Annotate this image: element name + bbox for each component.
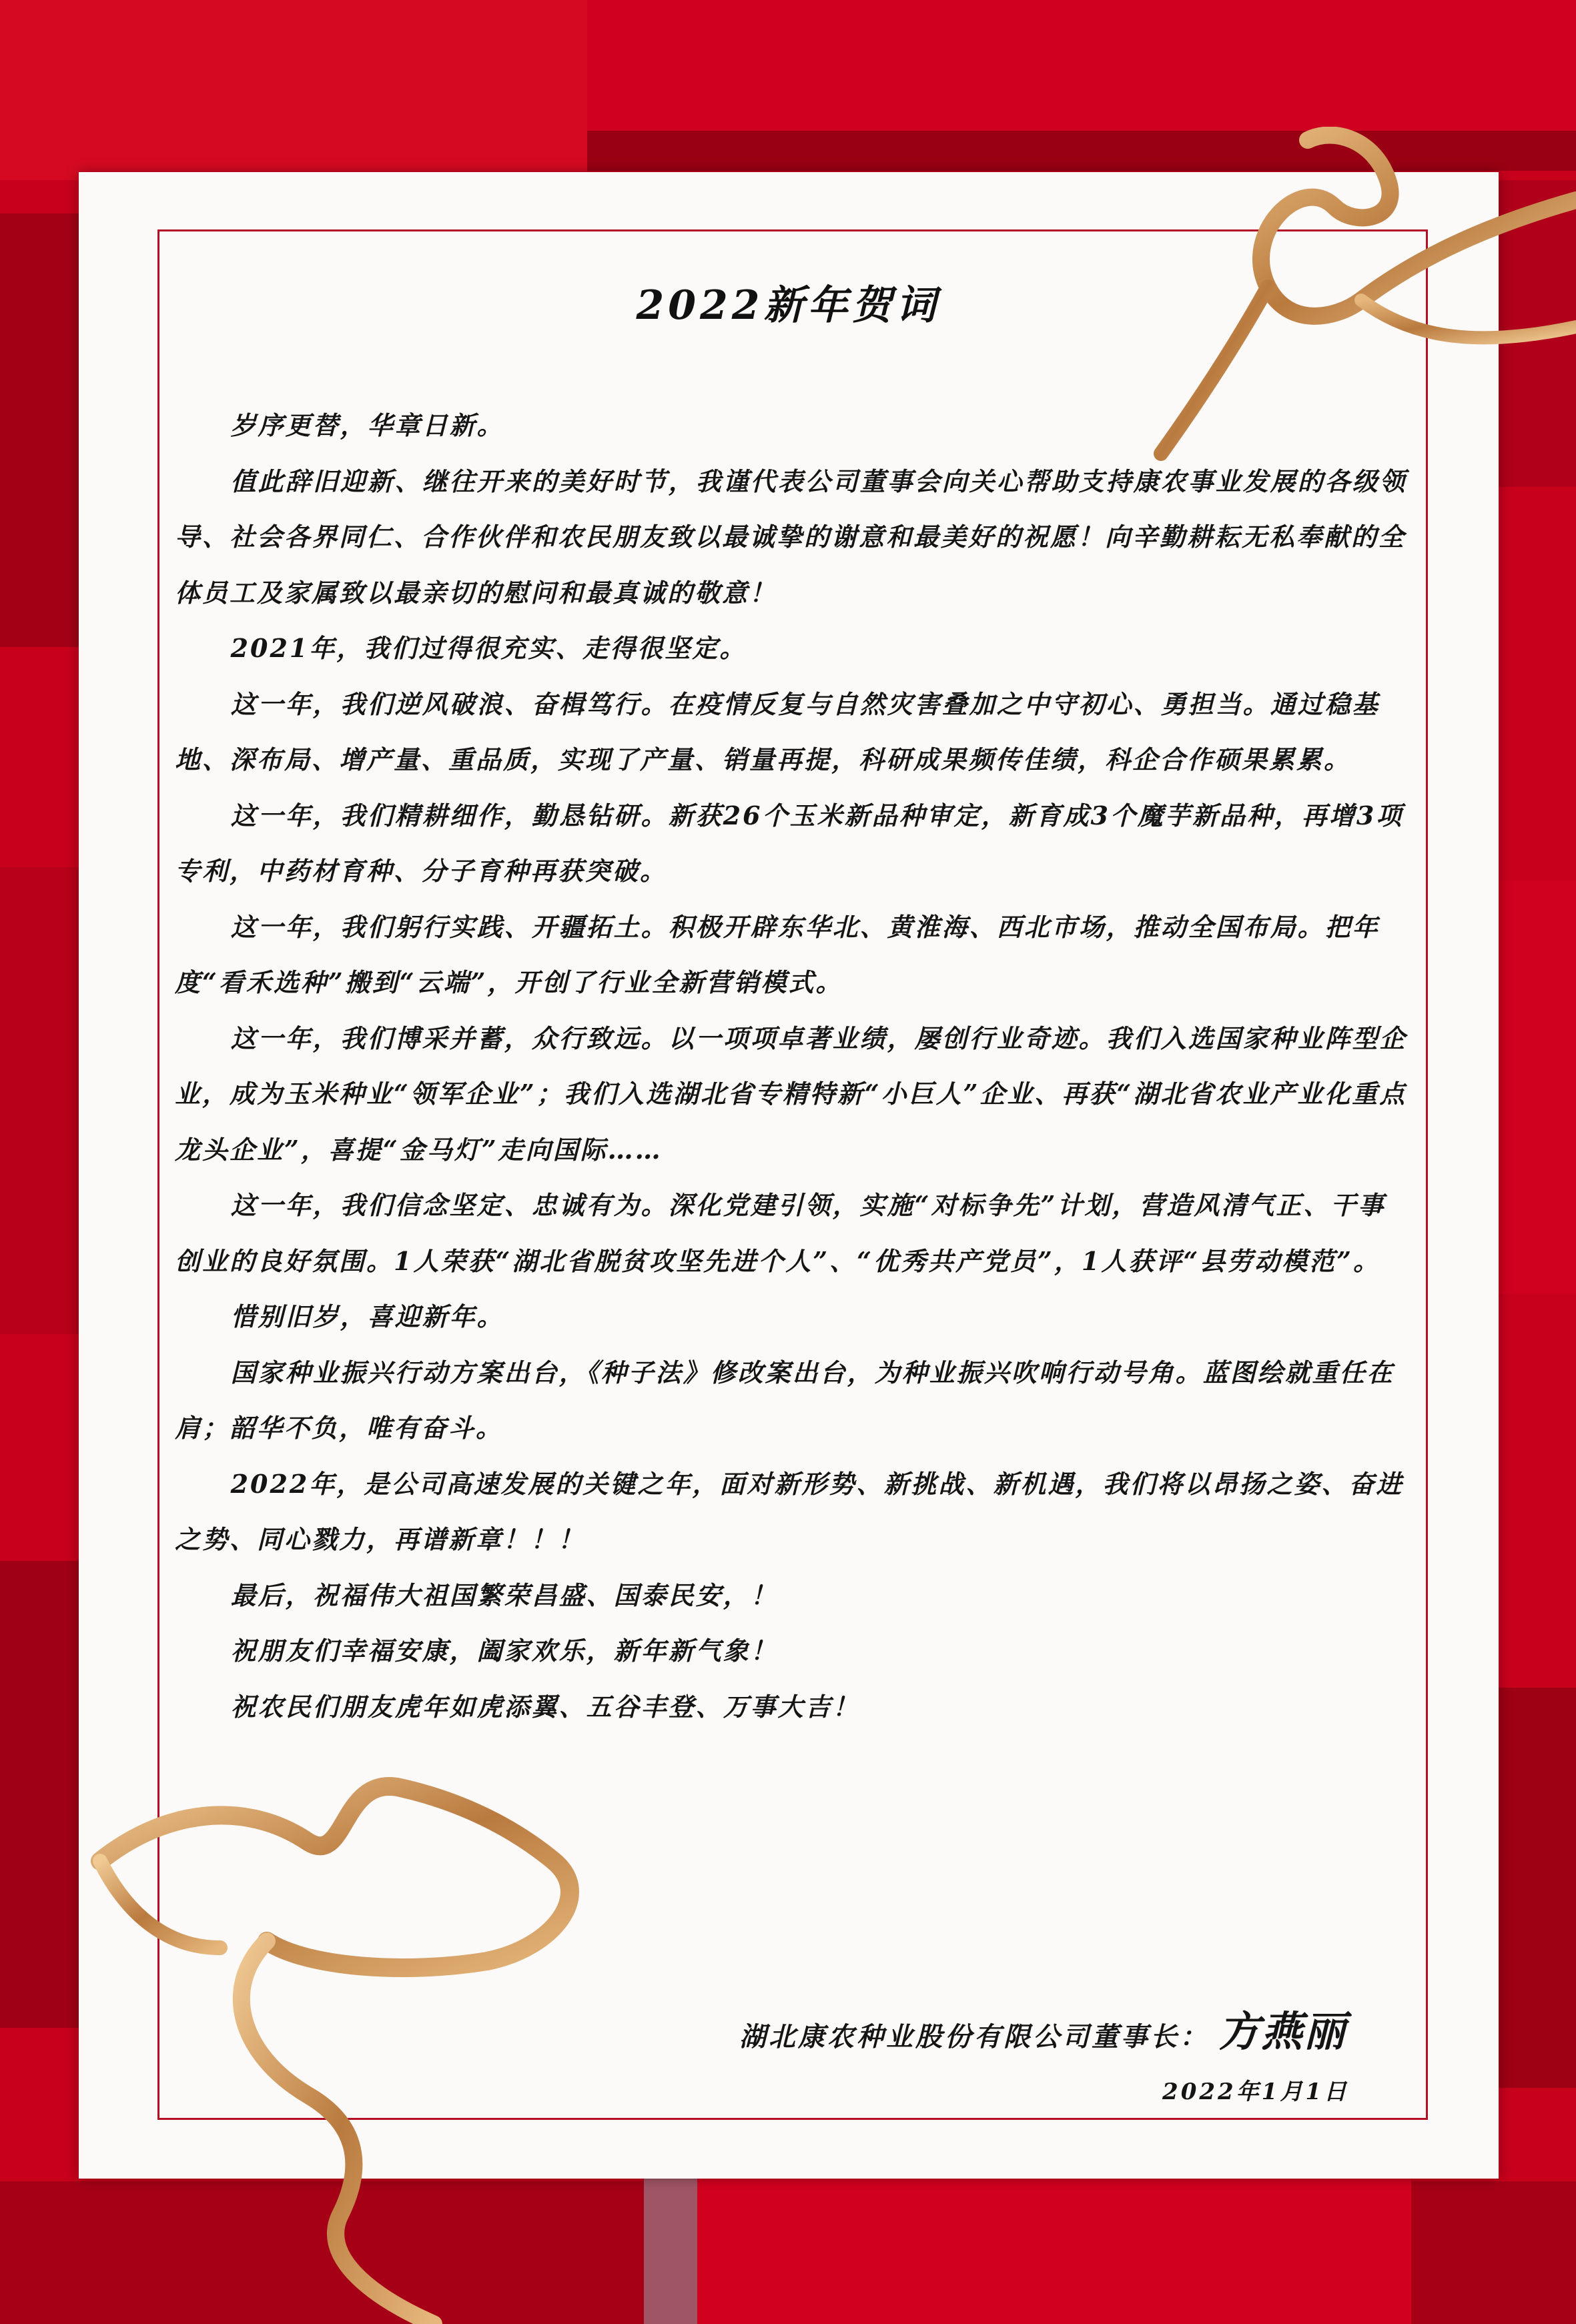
paragraph: 祝农民们朋友虎年如虎添翼、五谷丰登、万事大吉！ <box>230 1691 860 1722</box>
bg-block <box>0 867 83 1334</box>
paragraph: 这一年，我们精耕细作，勤恳钻研。新获26个玉米新品种审定，新育成3个魔芋新品种，再增3项专利，中药材育种、分子育种再获突破。 <box>175 800 1404 886</box>
signature-line <box>739 1998 1346 2058</box>
signature-title: 湖北康农种业股份有限公司董事长： <box>739 2021 1209 2053</box>
bg-block <box>644 2161 697 2324</box>
paragraph: 惜别旧岁，喜迎新年。 <box>230 1301 504 1331</box>
paragraph: 2021年，我们过得很充实、走得很坚定。 <box>230 633 747 663</box>
paragraph: 值此辞旧迎新、继往开来的美好时节，我谨代表公司董事会向关心帮助支持康农事业发展的各级领导、社会各界同仁、合作伙伴和农民朋友致以最诚挚的谢意和最美好的祝愿！向辛勤耕耘无私奉献的全体员工及家属致以最亲切的慰问和最真诚的敬意！ <box>175 466 1407 608</box>
paragraph: 国家种业振兴行动方案出台，《种子法》修改案出台，为种业振兴吹响行动号角。蓝图绘就重任在肩；韶华不负，唯有奋斗。 <box>175 1357 1395 1443</box>
paragraph: 这一年，我们躬行实践、开疆拓土。积极开辟东华北、黄淮海、西北市场，推动全国布局。把年度“看禾选种”搬到“云端”，开创了行业全新营销模式。 <box>175 911 1380 997</box>
bg-block <box>1495 1688 1576 2088</box>
bg-block <box>0 1561 83 2028</box>
letter-title: 2022新年贺词 <box>636 282 940 329</box>
paragraph: 2022年，是公司高速发展的关键之年，面对新形势、新挑战、新机遇，我们将以昂扬之姿、奋进之势、同心戮力，再谱新章！！！ <box>175 1468 1404 1554</box>
paragraph: 这一年，我们博采并蓄，众行致远。以一项项卓著业绩，屡创行业奇迹。我们入选国家种业阵型企业，成为玉米种业“领军企业”；我们入选湖北省专精特新“小巨人”企业、再获“湖北省农业产业化重点龙头企业”，喜提“金马灯”走向国际…… <box>175 1023 1407 1165</box>
letter-date: 2022年1月1日 <box>1162 2079 1349 2105</box>
bg-block <box>587 131 1576 171</box>
bg-block <box>587 0 1576 133</box>
paragraph: 这一年，我们逆风破浪、奋楫笃行。在疫情反复与自然灾害叠加之中守初心、勇担当。通过稳基地、深布局、增产量、重品质，实现了产量、销量再提，科研成果频传佳绩，科企合作硕果累累。 <box>175 688 1380 774</box>
letter-body <box>175 398 1409 1734</box>
paragraph: 岁序更替，华章日新。 <box>230 410 504 440</box>
paragraph: 祝朋友们幸福安康，阖家欢乐，新年新气象！ <box>230 1636 778 1666</box>
paragraph: 最后，祝福伟大祖国繁荣昌盛、国泰民安，！ <box>230 1580 778 1610</box>
paragraph: 这一年，我们信念坚定、忠诚有为。深化党建引领，实施“对标争先”计划，营造风清气正、干事创业的良好氛围。1人荣获“湖北省脱贫攻坚先进个人”、“优秀共产党员”，1人获评“县劳动模范”。 <box>175 1190 1386 1276</box>
bg-block <box>1495 881 1576 1294</box>
signature-name: 方燕丽 <box>1218 2007 1346 2056</box>
bg-block <box>0 0 587 180</box>
bg-block <box>1495 180 1576 487</box>
